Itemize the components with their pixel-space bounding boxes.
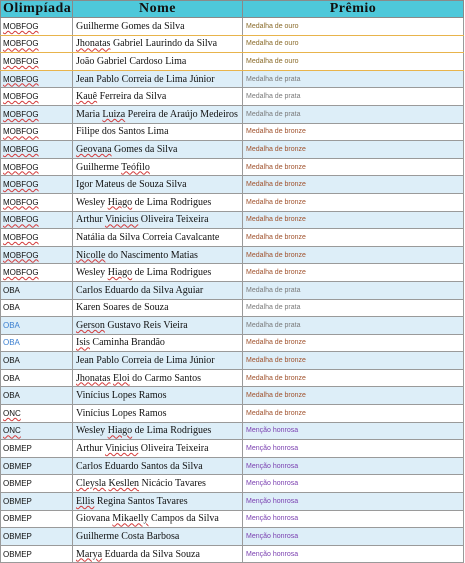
name-word: Hiago: [107, 425, 133, 437]
name-word: Caminha: [92, 337, 129, 349]
cell-nome: [73, 317, 243, 335]
table-row: [1, 352, 464, 370]
cell-premio: Medalha de bronze: [243, 141, 464, 159]
cell-nome: [73, 229, 243, 247]
table-row: [1, 176, 464, 194]
table-row: [1, 440, 464, 458]
cell-nome: [73, 440, 243, 458]
cell-olimpiada: MOBFOG: [1, 105, 73, 123]
table-row: [1, 281, 464, 299]
cell-premio: Menção honrosa: [243, 545, 464, 563]
cell-nome: [73, 528, 243, 546]
name-word: Teófilo: [121, 161, 150, 173]
name-word: Nicácio: [141, 478, 173, 490]
cell-premio: Menção honrosa: [243, 493, 464, 511]
cell-nome: [73, 246, 243, 264]
name-word: Vieira: [163, 319, 188, 331]
name-word: Vinícius: [76, 390, 110, 402]
name-word: Guilherme: [76, 20, 119, 32]
cell-olimpiada: OBMEP: [1, 528, 73, 546]
cell-nome: [73, 510, 243, 528]
header-nome: Nome: [73, 1, 243, 18]
header-premio: Prêmio: [243, 1, 464, 18]
cell-premio: Medalha de bronze: [243, 264, 464, 282]
name-word: Wesley: [76, 267, 106, 279]
name-word: do: [132, 372, 143, 384]
name-word: Aguiar: [175, 284, 204, 296]
name-word: Jhonatas: [76, 38, 111, 50]
name-word: Pereira: [127, 108, 156, 120]
cell-nome: [73, 493, 243, 511]
cell-nome: [73, 545, 243, 563]
cell-nome: [73, 176, 243, 194]
name-word: da: [186, 513, 196, 525]
cell-nome: [73, 53, 243, 71]
table-row: [1, 105, 464, 123]
cell-olimpiada: OBMEP: [1, 457, 73, 475]
name-word: Pablo: [96, 73, 120, 85]
cell-premio: Medalha de bronze: [243, 334, 464, 352]
header-olimpiada: Olimpíada: [1, 1, 73, 18]
name-word: Mateus: [95, 179, 125, 191]
name-word: Ferreira: [99, 91, 132, 103]
name-word: Laurindo: [145, 38, 183, 50]
name-word: Lopes: [111, 390, 137, 402]
name-word: Medeiros: [200, 108, 238, 120]
name-word: Barbosa: [146, 531, 180, 543]
cell-olimpiada: MOBFOG: [1, 88, 73, 106]
name-word: Silva: [152, 548, 173, 560]
table-row: [1, 334, 464, 352]
name-word: Tavares: [156, 495, 188, 507]
cell-olimpiada: OBMEP: [1, 475, 73, 493]
name-word: Kesllen: [108, 478, 140, 490]
name-word: da: [170, 460, 180, 472]
table-row: [1, 510, 464, 528]
name-word: Lima: [146, 425, 168, 437]
cell-olimpiada: ONC: [1, 422, 73, 440]
table-row: [1, 405, 464, 423]
cell-olimpiada: ONC: [1, 405, 73, 423]
cell-olimpiada: MOBFOG: [1, 264, 73, 282]
name-word: Eduardo: [104, 460, 139, 472]
name-word: Vinícius: [76, 407, 110, 419]
cell-olimpiada: OBMEP: [1, 510, 73, 528]
table-row: [1, 299, 464, 317]
cell-olimpiada: MOBFOG: [1, 141, 73, 159]
table-row: [1, 88, 464, 106]
table-row: [1, 53, 464, 71]
cell-olimpiada: MOBFOG: [1, 18, 73, 36]
name-word: Carmo: [144, 372, 172, 384]
header-row: [1, 1, 464, 18]
cell-premio: Medalha de bronze: [243, 123, 464, 141]
name-word: Vinicius: [105, 443, 139, 455]
name-word: Costa: [121, 531, 145, 543]
name-word: Gomes: [121, 20, 150, 32]
cell-premio: Menção honrosa: [243, 510, 464, 528]
cell-nome: [73, 88, 243, 106]
cell-nome: [73, 457, 243, 475]
name-word: Santos: [127, 495, 155, 507]
name-word: Nicolle: [76, 249, 106, 261]
name-word: Oliveira: [140, 443, 174, 455]
cell-premio: Medalha de ouro: [243, 53, 464, 71]
name-word: Correia: [121, 355, 152, 367]
name-word: Guilherme: [76, 531, 119, 543]
cell-premio: Medalha de bronze: [243, 176, 464, 194]
cell-olimpiada: MOBFOG: [1, 158, 73, 176]
name-word: de: [154, 355, 164, 367]
table-row: [1, 528, 464, 546]
name-word: Arthur: [76, 214, 103, 226]
cell-premio: Medalha de prata: [243, 317, 464, 335]
name-word: Filipe: [76, 126, 100, 138]
name-word: da: [140, 548, 150, 560]
name-word: Correia: [121, 73, 152, 85]
name-word: de: [134, 196, 145, 208]
name-word: Santos: [141, 460, 168, 472]
cell-olimpiada: OBA: [1, 281, 73, 299]
name-word: da: [144, 143, 155, 155]
name-word: Hiago: [107, 267, 133, 279]
name-word: Lopes: [111, 407, 137, 419]
cell-premio: Menção honrosa: [243, 440, 464, 458]
name-word: Gerson: [76, 319, 105, 331]
name-word: Maria: [76, 108, 100, 120]
name-word: Jean: [76, 355, 94, 367]
name-word: de: [134, 425, 145, 437]
cell-olimpiada: OBA: [1, 387, 73, 405]
name-word: Reis: [143, 319, 162, 331]
cell-nome: [73, 264, 243, 282]
name-word: Wesley: [76, 196, 106, 208]
cell-nome: [73, 105, 243, 123]
cell-olimpiada: OBA: [1, 352, 73, 370]
table-row: [1, 475, 464, 493]
name-word: Giovana: [76, 513, 110, 525]
cell-olimpiada: MOBFOG: [1, 53, 73, 71]
cell-olimpiada: MOBFOG: [1, 246, 73, 264]
table-row: [1, 123, 464, 141]
name-word: Arthur: [76, 443, 103, 455]
table-row: [1, 211, 464, 229]
cell-premio: Medalha de ouro: [243, 18, 464, 36]
name-word: Teixeira: [175, 214, 209, 226]
cell-premio: Medalha de prata: [243, 281, 464, 299]
name-word: Regina: [96, 495, 126, 507]
cell-nome: [73, 193, 243, 211]
name-word: Vinicius: [105, 214, 139, 226]
cell-premio: Medalha de bronze: [243, 229, 464, 247]
name-word: de: [132, 302, 142, 314]
table-row: [1, 141, 464, 159]
name-word: Gomes: [114, 143, 143, 155]
name-word: Gustavo: [107, 319, 141, 331]
cell-olimpiada: OBA: [1, 299, 73, 317]
name-word: Silva: [164, 20, 185, 32]
name-word: Araújo: [169, 108, 198, 120]
table-row: [1, 264, 464, 282]
cell-premio: Medalha de prata: [243, 105, 464, 123]
name-word: Júnior: [189, 73, 215, 85]
table-row: [1, 193, 464, 211]
name-word: Pablo: [96, 355, 120, 367]
name-word: Lima: [146, 196, 168, 208]
cell-nome: [73, 387, 243, 405]
name-word: Gabriel: [96, 55, 127, 67]
cell-nome: [73, 405, 243, 423]
cell-nome: [73, 158, 243, 176]
name-word: Lima: [165, 55, 187, 67]
name-word: Natália: [76, 231, 105, 243]
cell-premio: Medalha de bronze: [243, 352, 464, 370]
name-word: Jhonatas: [76, 372, 111, 384]
name-word: Wesley: [76, 425, 106, 437]
cell-nome: [73, 123, 243, 141]
name-word: Souza: [144, 302, 169, 314]
name-word: Júnior: [189, 355, 215, 367]
cell-nome: [73, 422, 243, 440]
name-word: da: [141, 284, 151, 296]
name-word: Soares: [102, 302, 130, 314]
cell-premio: Medalha de prata: [243, 299, 464, 317]
cell-olimpiada: MOBFOG: [1, 176, 73, 194]
name-word: Guilherme: [76, 161, 119, 173]
cell-nome: [73, 369, 243, 387]
name-word: Silva: [119, 231, 140, 243]
cell-olimpiada: OBA: [1, 317, 73, 335]
name-word: Igor: [76, 179, 93, 191]
cell-olimpiada: MOBFOG: [1, 193, 73, 211]
cell-nome: [73, 299, 243, 317]
cell-olimpiada: OBMEP: [1, 545, 73, 563]
name-word: Silva: [145, 91, 167, 103]
table-row: [1, 545, 464, 563]
name-word: Rodrigues: [170, 196, 212, 208]
name-word: Isis: [76, 337, 90, 349]
name-word: Rodrigues: [170, 425, 212, 437]
cell-olimpiada: OBMEP: [1, 493, 73, 511]
cell-premio: Medalha de bronze: [243, 246, 464, 264]
name-word: Ramos: [138, 407, 167, 419]
name-word: Nascimento: [120, 249, 169, 261]
name-word: de: [127, 179, 137, 191]
name-word: Carlos: [76, 460, 103, 472]
table-row: [1, 317, 464, 335]
cell-premio: Menção honrosa: [243, 475, 464, 493]
name-word: dos: [101, 126, 116, 138]
cell-premio: Medalha de bronze: [243, 158, 464, 176]
name-word: da: [152, 20, 162, 32]
name-word: de: [134, 267, 145, 279]
name-word: Souza: [139, 179, 164, 191]
table-row: [1, 369, 464, 387]
name-word: Souza: [175, 548, 200, 560]
name-word: da: [107, 231, 117, 243]
name-word: Silva: [198, 513, 219, 525]
name-word: Kauê: [76, 91, 98, 103]
name-word: Geovana: [76, 143, 112, 155]
cell-nome: [73, 141, 243, 159]
name-word: Silva: [156, 143, 178, 155]
name-word: Eloi: [112, 372, 130, 384]
cell-premio: Medalha de bronze: [243, 369, 464, 387]
name-word: Silva: [196, 38, 218, 50]
name-word: Silva: [166, 179, 187, 191]
name-word: João: [76, 55, 95, 67]
cell-olimpiada: MOBFOG: [1, 123, 73, 141]
name-word: Cardoso: [129, 55, 163, 67]
name-word: Luiza: [102, 108, 126, 120]
name-word: Brandão: [131, 337, 165, 349]
table-row: [1, 246, 464, 264]
cell-premio: Medalha de bronze: [243, 387, 464, 405]
cell-olimpiada: MOBFOG: [1, 211, 73, 229]
name-word: Gabriel: [112, 38, 143, 50]
name-word: Correia: [142, 231, 173, 243]
name-word: do: [107, 249, 118, 261]
cell-nome: [73, 281, 243, 299]
name-word: Santos: [174, 372, 202, 384]
cell-premio: Medalha de bronze: [243, 405, 464, 423]
name-word: Oliveira: [140, 214, 174, 226]
name-word: Hiago: [107, 196, 133, 208]
name-word: Eduardo: [104, 284, 139, 296]
name-word: de: [154, 73, 164, 85]
name-word: da: [184, 38, 195, 50]
name-word: Silva: [152, 284, 174, 296]
table-row: [1, 35, 464, 53]
name-word: Ramos: [138, 390, 167, 402]
cell-premio: Menção honrosa: [243, 457, 464, 475]
name-word: Tavares: [174, 478, 206, 490]
cell-premio: Menção honrosa: [243, 422, 464, 440]
name-word: Lima: [147, 126, 169, 138]
name-word: Matias: [170, 249, 198, 261]
name-word: Campos: [151, 513, 184, 525]
cell-olimpiada: OBMEP: [1, 440, 73, 458]
name-word: de: [158, 108, 168, 120]
name-word: Santos: [118, 126, 145, 138]
cell-nome: [73, 352, 243, 370]
name-word: Eduarda: [104, 548, 138, 560]
name-word: Silva: [182, 460, 203, 472]
name-word: Marya: [76, 548, 103, 560]
table-row: [1, 229, 464, 247]
name-word: Carlos: [76, 284, 103, 296]
name-word: Rodrigues: [170, 267, 212, 279]
cell-nome: [73, 334, 243, 352]
name-word: Teixeira: [175, 443, 209, 455]
cell-olimpiada: MOBFOG: [1, 35, 73, 53]
table-row: [1, 493, 464, 511]
table-row: [1, 422, 464, 440]
cell-premio: Medalha de bronze: [243, 193, 464, 211]
table-row: [1, 457, 464, 475]
cell-olimpiada: OBA: [1, 369, 73, 387]
cell-nome: [73, 475, 243, 493]
name-word: Jean: [76, 73, 94, 85]
table-row: [1, 158, 464, 176]
name-word: Lima: [146, 267, 168, 279]
name-word: Lima: [166, 73, 188, 85]
name-word: Karen: [76, 302, 101, 314]
table-row: [1, 387, 464, 405]
cell-olimpiada: OBA: [1, 334, 73, 352]
cell-olimpiada: MOBFOG: [1, 70, 73, 88]
table-body: [1, 18, 464, 563]
cell-premio: Medalha de bronze: [243, 211, 464, 229]
cell-premio: Menção honrosa: [243, 528, 464, 546]
name-word: Cleysla: [76, 478, 106, 490]
cell-nome: [73, 70, 243, 88]
table-row: [1, 70, 464, 88]
cell-nome: [73, 35, 243, 53]
cell-premio: Medalha de prata: [243, 70, 464, 88]
cell-premio: Medalha de prata: [243, 88, 464, 106]
cell-nome: [73, 18, 243, 36]
table-row: [1, 18, 464, 36]
name-word: da: [133, 91, 144, 103]
name-word: Mikaelly: [112, 513, 149, 525]
name-word: Ellis: [76, 495, 95, 507]
cell-nome: [73, 211, 243, 229]
name-word: Lima: [166, 355, 188, 367]
cell-olimpiada: MOBFOG: [1, 229, 73, 247]
cell-premio: Medalha de ouro: [243, 35, 464, 53]
name-word: Cavalcante: [174, 231, 220, 243]
